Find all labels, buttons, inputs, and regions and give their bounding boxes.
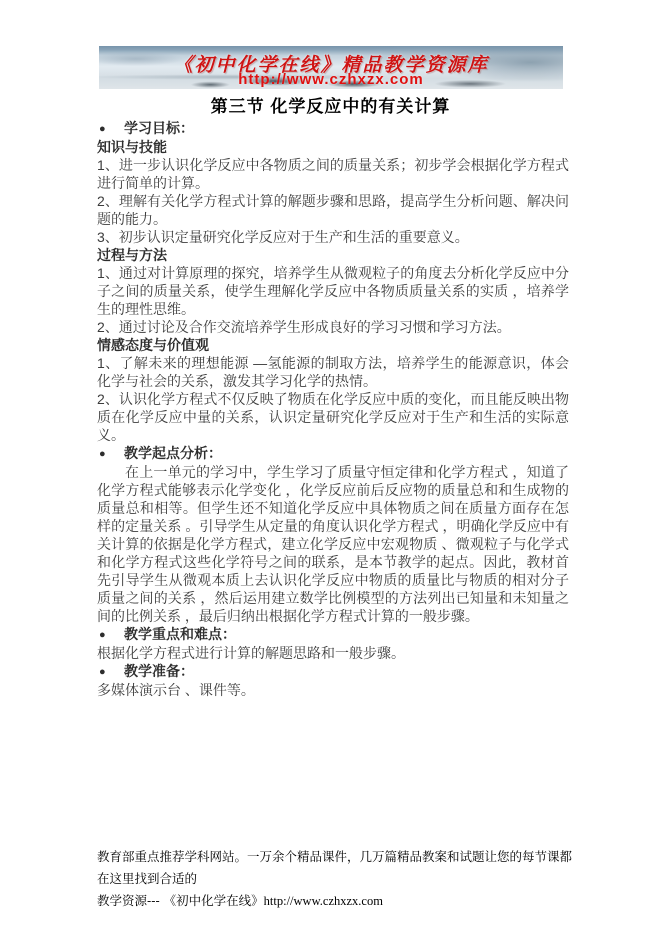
footer (97, 846, 575, 912)
page-title: 第三节 化学反应中的有关计算 (210, 97, 451, 116)
banner-site-name: 《初中化学在线》精品教学资源库 (173, 55, 489, 76)
bullet-icon: ● (99, 123, 106, 135)
paragraph: 在上一单元的学习中，学生学习了质量守恒定律和化学方程式 ，知道了化学方程式能够表示化学变化 ，化学反应前后反应物的质量总和和生成物的质量总和相等。但学生还不知道化学反应中具体物质之间在质量方面存在怎样的定量关系 。引导学生从定量的角度认识化学方程式 ，明确化学反应中有关计算的依据是化学方程式，建立化学反应中宏观物质 、微观粒子与化学式和化学方程式这些化学符号之间的联系，是本节教学的起点。因此，教材首先引导学生从微观本质上去认识化学反应中物质的质量比与物质的相对分子质量之间的关系 ，然后运用建立数学比例模型的方法列出已知量和未知量之间的比例关系 ，最后归纳出根据化学方程式计算的一般步骤。 (97, 464, 569, 624)
bullet-icon: ● (99, 666, 106, 678)
banner-site-url: http://www.czhxzx.com (238, 71, 424, 88)
section-heading-label: 教学重点和难点： (124, 626, 236, 642)
sub-heading: 情感态度与价值观 (97, 337, 209, 353)
paragraph: 多媒体演示台 、课件等。 (97, 682, 255, 698)
paragraph: 1、了解未来的理想能源 —氢能源的制取方法，培养学生的能源意识，体会化学与社会的关系，激发其学习化学的热情。 (97, 355, 569, 389)
sub-heading: 知识与技能 (97, 139, 167, 155)
footer-line-2-text: 教学资源--- 《初中化学在线》 (97, 893, 264, 908)
section-heading-label: 学习目标： (124, 120, 194, 136)
section-heading (97, 119, 569, 138)
site-banner-image (99, 46, 563, 89)
section-heading (97, 444, 569, 463)
footer-site-url: http://www.czhxzx.com (263, 894, 383, 908)
paragraph: 2、通过讨论及合作交流培养学生形成良好的学习习惯和学习方法。 (97, 319, 511, 335)
bullet-icon: ● (99, 629, 106, 641)
paragraph: 根据化学方程式进行计算的解题思路和一般步骤。 (97, 645, 405, 661)
section-heading-label: 教学起点分析： (124, 445, 222, 461)
paragraph: 1、进一步认识化学反应中各物质之间的质量关系；初步学会根据化学方程式进行简单的计算。 (97, 157, 569, 191)
paragraph: 2、认识化学方程式不仅反映了物质在化学反应中质的变化，而且能反映出物质在化学反应中量的关系，认识定量研究化学反应对于生产和生活的实际意义。 (97, 391, 569, 443)
section-heading-label: 教学准备： (124, 663, 194, 679)
bullet-icon: ● (99, 448, 106, 460)
paragraph: 2、理解有关化学方程式计算的解题步骤和思路，提高学生分析问题、解决问题的能力。 (97, 193, 569, 227)
paragraph: 1、通过对计算原理的探究，培养学生从微观粒子的角度去分析化学反应中分子之间的质量关系，使学生理解化学反应中各物质质量关系的实质 ，培养学生的理性思维。 (97, 265, 569, 317)
document-body (97, 119, 569, 699)
section-heading (97, 625, 569, 644)
section-heading (97, 662, 569, 681)
sub-heading: 过程与方法 (97, 247, 167, 263)
footer-line-2 (97, 890, 575, 912)
paragraph: 3、初步认识定量研究化学反应对于生产和生活的重要意义。 (97, 229, 469, 245)
footer-line-1: 教育部重点推荐学科网站。一万余个精品课件，几万篇精品教案和试题让您的每节课都在这里找到合适的 (97, 849, 573, 886)
